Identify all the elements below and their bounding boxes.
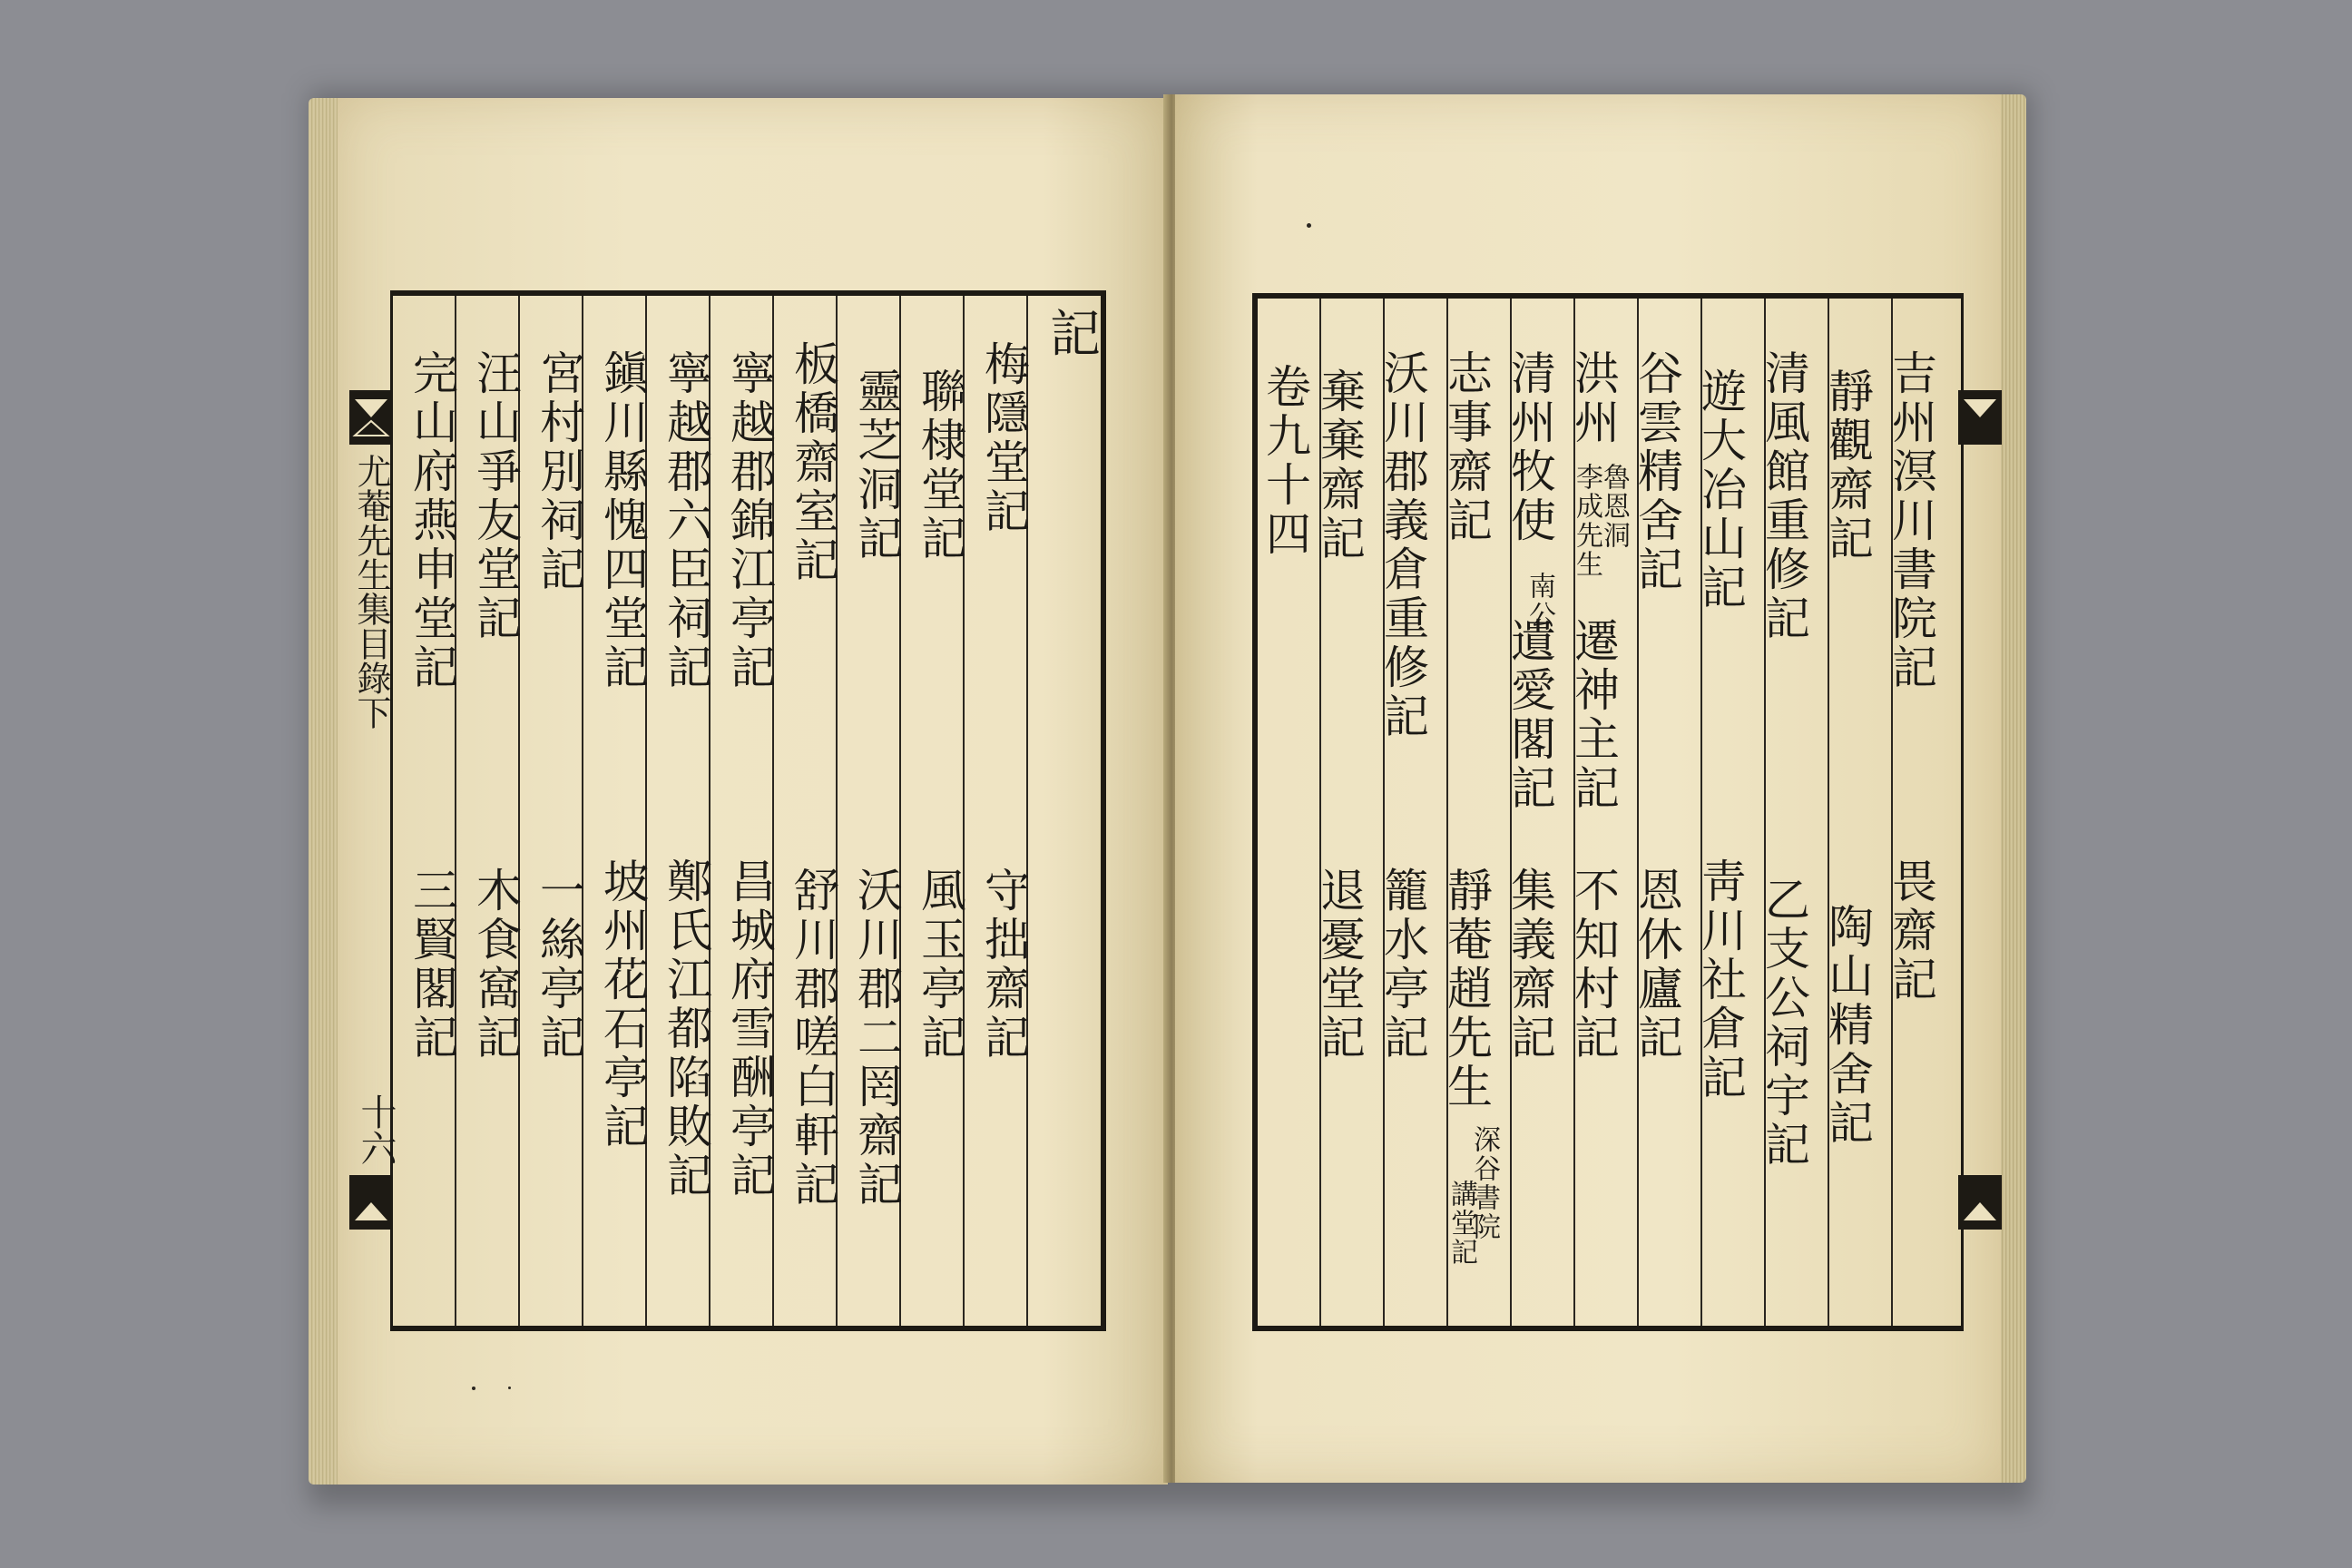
list-item: 沃川郡二罔齋記 (850, 867, 903, 1210)
fishtail-mark-bottom-right (1958, 1175, 2002, 1230)
list-item: 寧越郡六臣祠記 (660, 349, 712, 692)
list-item: 鎭川縣愧四堂記 (596, 349, 649, 692)
list-item: 遷神主記 (1567, 617, 1620, 813)
list-item: 一絲亭記 (533, 867, 585, 1063)
interlinear-note: 李成先生 (1571, 463, 1602, 579)
list-item: 棄棄齋記 (1313, 368, 1366, 564)
list-item: 洪州 (1567, 349, 1620, 447)
fishtail-mark-top (349, 390, 393, 445)
list-item: 汪山爭友堂記 (469, 349, 522, 643)
list-item: 木食窩記 (469, 867, 522, 1063)
list-item: 聯棣堂記 (914, 368, 966, 564)
list-item: 梅隱堂記 (977, 340, 1030, 536)
list-item: 沃川郡義倉重修記 (1377, 349, 1429, 741)
list-item: 坡州花石亭記 (596, 858, 649, 1152)
list-item: 恩休廬記 (1631, 867, 1683, 1063)
fishtail-mark-top-right (1958, 390, 2002, 445)
center-strip-text: 尤菴先生集目錄下 (351, 454, 391, 730)
folio-number: 十六 (355, 1093, 397, 1166)
fishtail-mark-bottom (349, 1175, 393, 1230)
list-item: 靜菴趙先生 (1440, 867, 1493, 1112)
list-item: 遊大冶山記 (1694, 368, 1747, 612)
interlinear-note: 南公 (1524, 572, 1555, 630)
list-item: 清風館重修記 (1758, 349, 1810, 643)
list-item: 谷雲精舍記 (1631, 349, 1683, 594)
list-item: 畏齋記 (1885, 858, 1937, 1004)
list-item: 寧越郡錦江亭記 (723, 349, 776, 692)
list-item: 吉州溟川書院記 (1885, 349, 1937, 692)
section-heading: 記 (1042, 307, 1101, 358)
list-item: 完山府燕申堂記 (406, 349, 458, 692)
list-item: 三賢閣記 (406, 867, 458, 1063)
list-item: 宮村別祠記 (533, 349, 585, 594)
ink-speck (1307, 223, 1311, 228)
list-item: 昌城府雪酬亭記 (723, 858, 776, 1200)
list-item: 舒川郡嗟白軒記 (787, 867, 839, 1210)
list-item: 靈芝洞記 (850, 368, 903, 564)
interlinear-note: 深谷書院 (1468, 1125, 1500, 1241)
list-item: 鄭氏江都陷敗記 (660, 858, 712, 1200)
list-item: 清州牧使 (1504, 349, 1556, 545)
list-item: 陶山精舍記 (1821, 903, 1874, 1148)
ink-speck (508, 1387, 511, 1389)
interlinear-note: 魯恩洞 (1598, 463, 1630, 550)
list-item: 退憂堂記 (1313, 867, 1366, 1063)
list-item: 籠水亭記 (1377, 867, 1429, 1063)
list-item: 志事齋記 (1440, 349, 1493, 545)
ink-speck (472, 1387, 475, 1390)
list-item: 風玉亭記 (914, 867, 966, 1063)
volume-label: 卷九十四 (1259, 363, 1311, 559)
list-item: 遺愛閣記 (1504, 617, 1556, 813)
list-item: 守拙齋記 (977, 867, 1030, 1063)
list-item: 板橋齋室記 (787, 340, 839, 585)
list-item: 集義齋記 (1504, 867, 1556, 1063)
list-item: 靜觀齋記 (1821, 368, 1874, 564)
list-item: 乙支公祠宇記 (1758, 876, 1810, 1170)
list-item: 靑川社倉記 (1694, 858, 1747, 1102)
list-item: 不知村記 (1567, 867, 1620, 1063)
list-item: 講堂記 (1446, 1180, 1477, 1267)
